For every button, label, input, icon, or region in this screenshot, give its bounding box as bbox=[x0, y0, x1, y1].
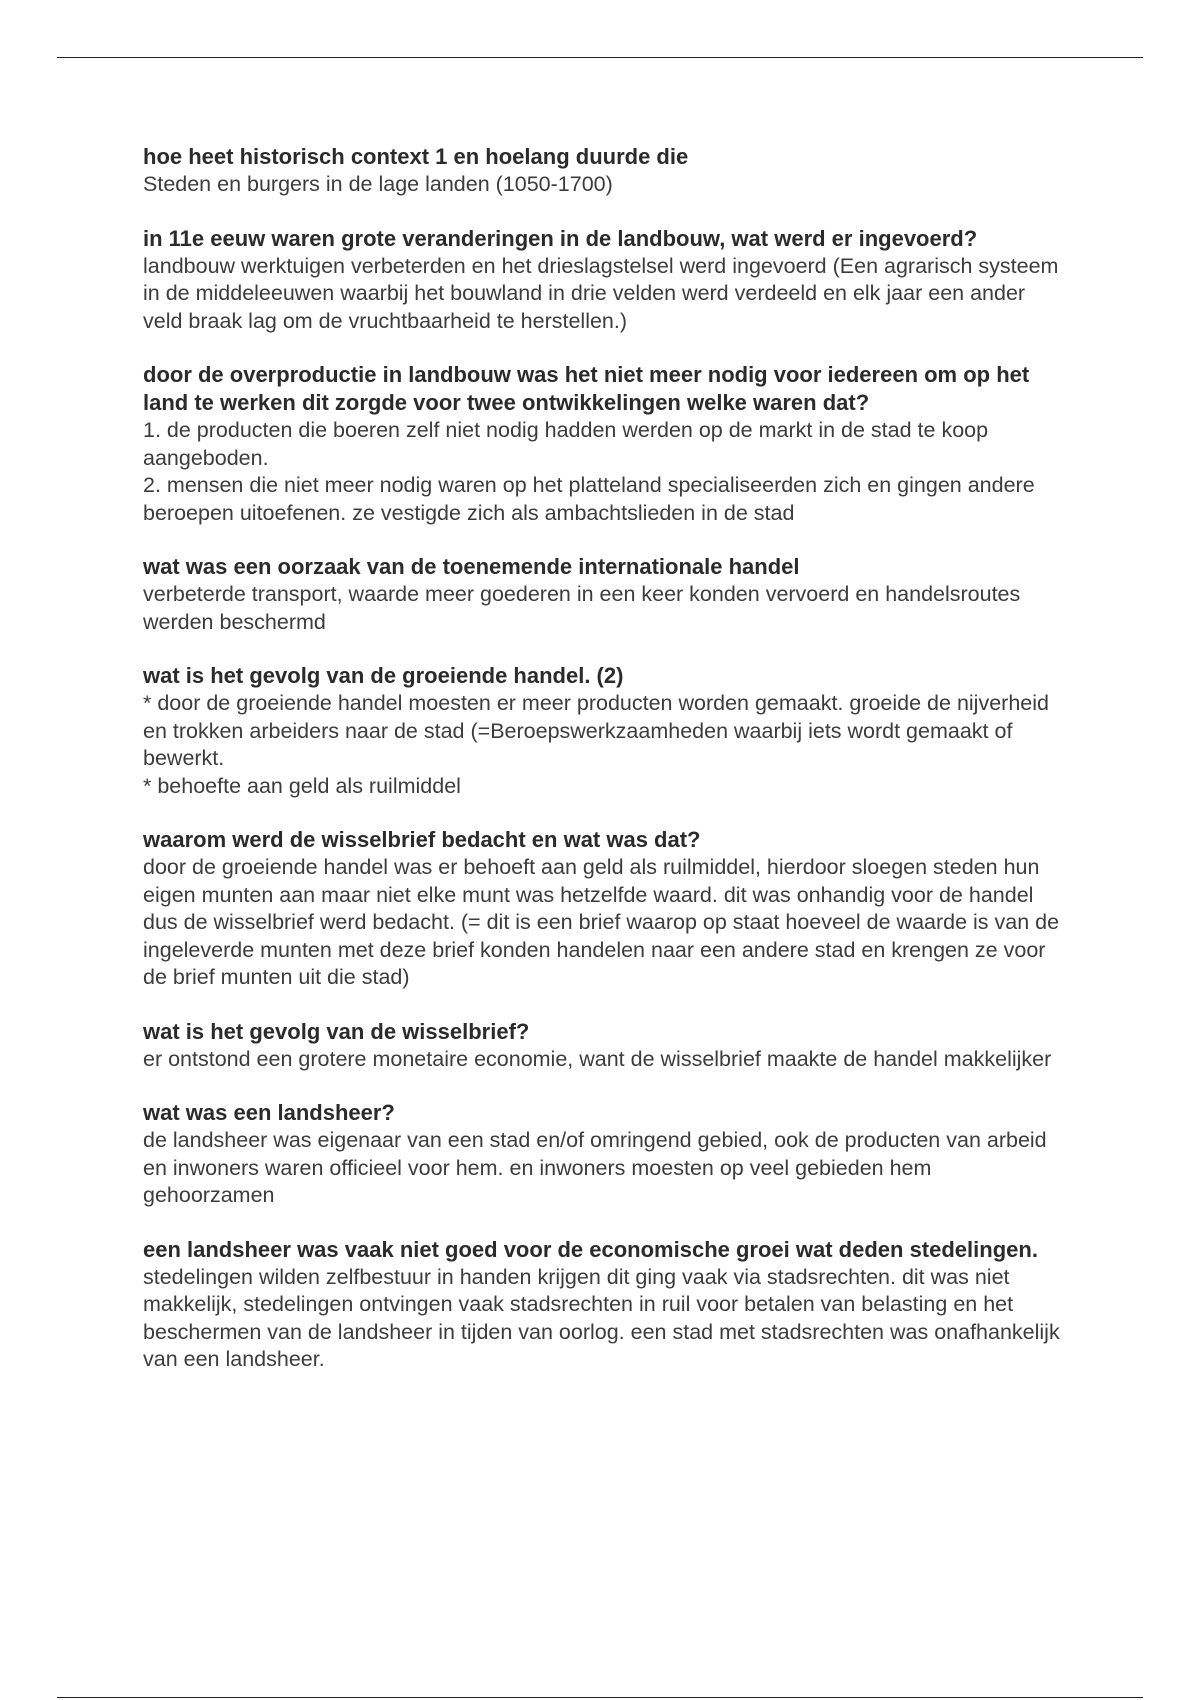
answer-line: 2. mensen die niet meer nodig waren op het platteland specialiseerden zich en gingen andere beroepen uitoefenen. ze vestigde zich als ambachtslieden in de stad bbox=[143, 473, 1035, 525]
qa-item bbox=[143, 1236, 1063, 1374]
answer-line: 1. de producten die boeren zelf niet nodig hadden werden op de markt in de stad te koop aangeboden. bbox=[143, 418, 989, 470]
qa-item bbox=[143, 143, 1063, 199]
answer-line: verbeterde transport, waarde meer goederen in een keer konden vervoerd en handelsroutes werden beschermd bbox=[143, 582, 1021, 634]
answer-text bbox=[143, 690, 1063, 800]
answer-line: door de groeiende handel was er behoeft aan geld als ruilmiddel, hierdoor sloegen steden hun eigen munten aan maar niet elke munt was hetzelfde waard. dit was onhandig voor de handel dus de wisselbrief werd bedacht. (= dit is een brief waarop op staat hoeveel de waarde is van de ingeleverde munten met deze brief konden handelen naar een andere stad en krengen ze voor de brief munten uit die stad) bbox=[143, 855, 1060, 989]
question-text: door de overproductie in landbouw was het niet meer nodig voor iedereen om op het land te werken dit zorgde voor twee ontwikkelingen welke waren dat? bbox=[143, 362, 1030, 415]
bottom-divider bbox=[57, 1697, 1143, 1698]
answer-text bbox=[143, 253, 1063, 336]
answer-line: * behoefte aan geld als ruilmiddel bbox=[143, 773, 461, 798]
qa-item bbox=[143, 553, 1063, 636]
answer-text bbox=[143, 417, 1063, 527]
question-text: wat is het gevolg van de wisselbrief? bbox=[143, 1018, 530, 1044]
document-body bbox=[143, 143, 1063, 1400]
answer-text bbox=[143, 171, 1063, 199]
question-text: wat is het gevolg van de groeiende handel. (2) bbox=[143, 663, 624, 688]
answer-line: stedelingen wilden zelfbestuur in handen krijgen dit ging vaak via stadsrechten. dit was niet makkelijk, stedelingen ontvingen vaak stadsrechten in ruil voor betalen van belasting en het beschermen van de landsheer in tijden van oorlog. een stad met stadsrechten was onafhankelijk van een landsheer. bbox=[143, 1264, 1060, 1371]
qa-item bbox=[143, 225, 1063, 336]
qa-item bbox=[143, 662, 1063, 800]
answer-line: * door de groeiende handel moesten er meer producten worden gemaakt. groeide de nijverheid en trokken arbeiders naar de stad (=Beroepswerkzaamheden waarbij iets wordt gemaakt of bewerkt. bbox=[143, 691, 1049, 770]
question-text: waarom werd de wisselbrief bedacht en wat was dat? bbox=[143, 827, 701, 852]
answer-line: de landsheer was eigenaar van een stad en/of omringend gebied, ook de producten van arbeid en inwoners waren officieel voor hem. en inwoners moesten op veel gebieden hem gehoorzamen bbox=[143, 1128, 1047, 1207]
question-text: in 11e eeuw waren grote veranderingen in de landbouw, wat werd er ingevoerd? bbox=[143, 225, 978, 251]
qa-item bbox=[143, 361, 1063, 527]
qa-item bbox=[143, 1018, 1063, 1074]
answer-text bbox=[143, 1127, 1063, 1210]
answer-line: er ontstond een grotere monetaire economie, want de wisselbrief maakte de handel makkelijker bbox=[143, 1046, 1052, 1071]
qa-item bbox=[143, 1099, 1063, 1210]
answer-line: Steden en burgers in de lage landen (1050-1700) bbox=[143, 172, 613, 196]
top-divider bbox=[57, 57, 1143, 58]
answer-text bbox=[143, 1264, 1063, 1374]
answer-line: landbouw werktuigen verbeterden en het drieslagstelsel werd ingevoerd (Een agrarisch systeem in de middeleeuwen waarbij het bouwland in drie velden werd verdeeld en elk jaar een ander veld braak lag om de vruchtbaarheid te herstellen.) bbox=[143, 253, 1059, 333]
answer-text bbox=[143, 854, 1063, 992]
question-text: wat was een oorzaak van de toenemende internationale handel bbox=[143, 554, 800, 579]
question-text: hoe heet historisch context 1 en hoelang duurde die bbox=[143, 144, 689, 169]
answer-text bbox=[143, 1046, 1063, 1074]
answer-text bbox=[143, 581, 1063, 636]
question-text: wat was een landsheer? bbox=[143, 1100, 395, 1125]
question-text: een landsheer was vaak niet goed voor de economische groei wat deden stedelingen. bbox=[143, 1236, 1038, 1262]
qa-item bbox=[143, 826, 1063, 992]
